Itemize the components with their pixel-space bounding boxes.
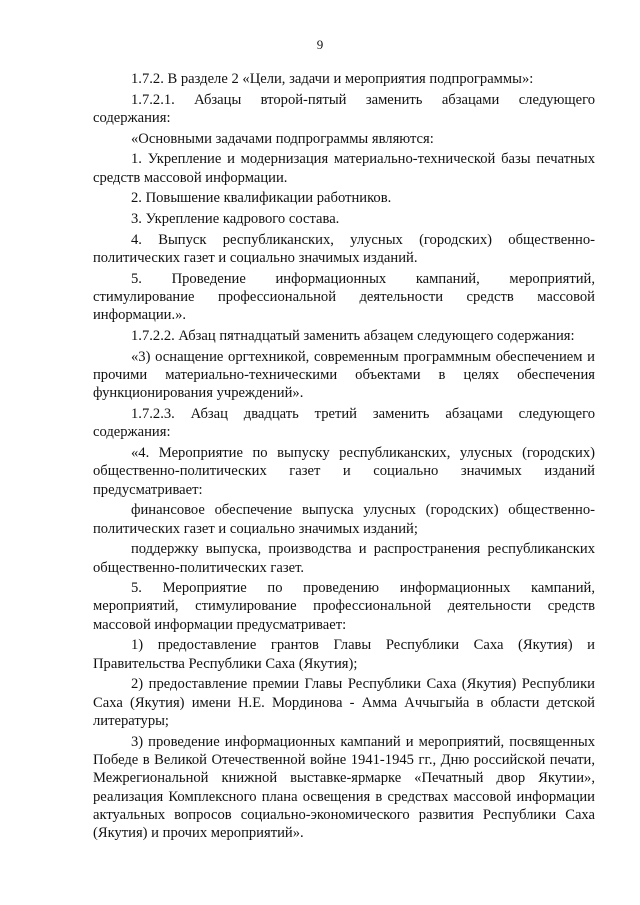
paragraph-1-7-2-3: 1.7.2.3. Абзац двадцать третий заменить абзацами следующего содержания:: [93, 405, 595, 441]
document-body: [93, 70, 595, 845]
paragraph-task-5: 5. Проведение информационных кампаний, мероприятий, стимулирование профессиональной деятельности средств массовой информации.».: [93, 270, 595, 324]
page-number: 9: [316, 37, 324, 52]
paragraph-task-4: 4. Выпуск республиканских, улусных (городских) общественно-политических газет и социально значимых изданий.: [93, 231, 595, 267]
paragraph-measure-4: «4. Мероприятие по выпуску республиканских, улусных (городских) общественно-политических газет и социально значимых изданий предусматривает:: [93, 444, 595, 498]
paragraph-tasks-intro: «Основными задачами подпрограммы являются:: [131, 130, 434, 147]
paragraph-task-1: 1. Укрепление и модернизация материально-технической базы печатных средств массовой информации.: [93, 151, 595, 186]
paragraph-item-3-campaigns: 3) проведение информационных кампаний и мероприятий, посвященных Победе в Великой Отечественной войне 1941-1945 гг., Дню российской печати, Межрегиональной книжной выставке-ярмарке «Печатный двор Якутии», реализация Комплексного плана освещения в средствах массовой информации актуальных вопросов социально-экономического развития Республики Саха (Якутия) и прочих мероприятий».: [93, 733, 595, 842]
paragraph-equipment: «3) оснащение оргтехникой, современным программным обеспечением и прочими материально-техническими объектами в целях обеспечения функционирования учреждений».: [93, 348, 595, 402]
paragraph-support: поддержку выпуска, производства и распространения республиканских общественно-политических газет.: [93, 541, 595, 576]
paragraph-measure-5: 5. Мероприятие по проведению информационных кампаний, мероприятий, стимулирование профессиональной деятельности средств массовой информации предусматривает:: [93, 580, 595, 633]
paragraph-1-7-2-2: 1.7.2.2. Абзац пятнадцатый заменить абзацем следующего содержания:: [131, 327, 575, 344]
paragraph-item-1-grants: 1) предоставление грантов Главы Республики Саха (Якутия) и Правительства Республики Саха (Якутия);: [93, 637, 595, 672]
paragraph-item-2-award: 2) предоставление премии Главы Республики Саха (Якутия) Республики Саха (Якутия) имени Н.Е. Мординова - Амма Аччыгыйа в области детской литературы;: [93, 676, 595, 730]
paragraph-financing: финансовое обеспечение выпуска улусных (городских) общественно-политических газет и социально значимых изданий;: [93, 502, 595, 537]
paragraph-task-2: 2. Повышение квалификации работников.: [131, 190, 392, 207]
paragraph-1-7-2-1: 1.7.2.1. Абзацы второй-пятый заменить абзацами следующего содержания:: [93, 91, 595, 126]
paragraph-task-3: 3. Укрепление кадрового состава.: [131, 211, 340, 228]
paragraph-section-1-7-2: 1.7.2. В разделе 2 «Цели, задачи и мероприятия подпрограммы»:: [131, 71, 534, 87]
